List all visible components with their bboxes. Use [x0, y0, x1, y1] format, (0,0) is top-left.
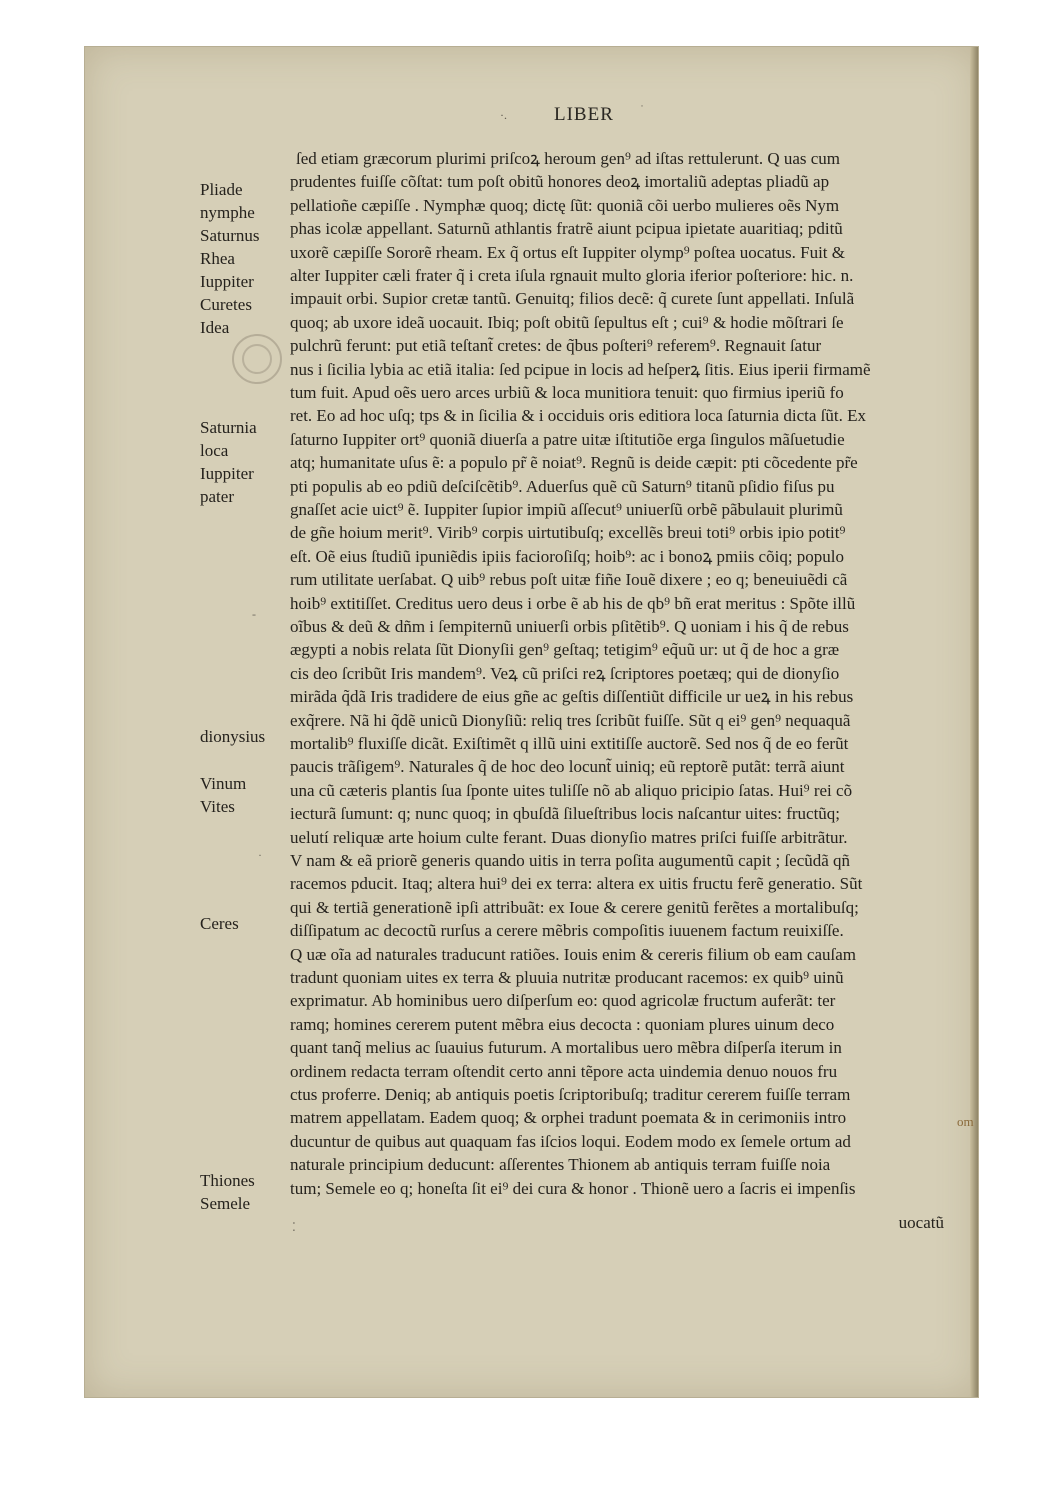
margin-note: Ceres: [200, 914, 239, 933]
text-line: diſſipatum ac decoctũ rurſus a cerere mẽbris compoſitis iuuenem factum reuixiſſe.: [290, 921, 844, 940]
margin-note: Curetes: [200, 295, 252, 314]
text-line: oĩbus & deũ & dñm i ſempiternũ uniuerſi orbis pſitẽtib⁹. Q uoniam i his q̃ de rebus: [290, 617, 849, 636]
text-line: cis deo ſcribũt Iris mandem⁹. Veꝝ cũ priſci reꝝ ſcriptores poetæq; qui de dionyſio: [290, 664, 840, 683]
text-line: naturale principium deducunt: aſſerentes Thionem ab antiquis terram fuiſſe noia: [290, 1155, 831, 1174]
text-line: quoq; ab uxore ideã uocauit. Ibiq; poſt obitũ ſepultus eſt ; cui⁹ & hodie mõſtrari ſe: [290, 313, 844, 332]
stray-mark: -: [252, 607, 256, 621]
margin-note: Pliade: [200, 180, 243, 199]
text-line: pellatioñe cæpiſſe . Nymphæ quoq; dictę ſũt: quoniã cõi uerbo mulieres oẽs Nym: [290, 196, 840, 215]
margin-note: Thiones: [200, 1171, 255, 1190]
text-line: impauit orbi. Supior cretæ tantũ. Genuitq; filios decẽ: q̃ curete ſunt appellati. Inſulã: [290, 289, 855, 308]
library-stamp: [232, 334, 282, 384]
right-margin-scribble: om: [957, 1114, 974, 1129]
text-line: hoib⁹ extitiſſet. Creditus uero deus i orbe ẽ ab his de qb⁹ bñ erat meritus : Spõte illũ: [290, 594, 856, 613]
text-line: tum; Semele eo q; honeſta ſit ei⁹ dei cura & honor . Thionẽ uero a ſacris ei impenſis: [290, 1179, 856, 1198]
text-line: Q uæ oĩa ad naturales traducunt ratiões. Iouis enim & cereris filium ob eam cauſam: [290, 945, 857, 964]
text-line: iecturã ſumunt: q; nunc quoq; in qbuſdã ſilueſtribus locis naſcantur uites: fructũq;: [290, 804, 841, 823]
text-line: exq̃rere. Nã hi q̃dẽ unicũ Dionyſiũ: reliq tres ſcribũt fuiſſe. Sũt q ei⁹ gen⁹ nequaquã: [290, 711, 851, 730]
text-line: atq; humanitate uſus ẽ: a populo pr̃ ẽ noiat⁹. Regnũ is deide cæpit: pti cõcedente pr̃e: [290, 453, 858, 472]
text-line: prudentes fuiſſe cõſtat: tum poſt obitũ honores deoꝝ imortaliũ adeptas pliadũ ap: [290, 172, 830, 191]
text-line: pti populis ab eo pdiũ deſciſcẽtib⁹. Aduerſus quẽ cũ Saturn⁹ titanũ pſidio fiſus pu: [290, 477, 835, 496]
text-line: paucis trãſigem⁹. Naturales q̃ de hoc deo locunt̃ uiniq; eũ reptorẽ putãt: terrã aiunt: [290, 757, 845, 776]
stray-mark: ·: [258, 848, 262, 862]
text-line: V nam & eã priorẽ generis quando uitis in terra poſita augumentũ capit ; ſecũdã qñ: [290, 851, 851, 870]
margin-note: Saturnia: [200, 418, 257, 437]
text-line: de gñe hoium merit⁹. Virib⁹ corpis uirtutibuſq; excellẽs breui toti⁹ orbis ipio potit⁹: [290, 523, 846, 542]
text-line: qui & tertiã generationẽ ipſi attribuãt: ex Ioue & cerere genitũ ferẽtes a mortalibuſq;: [290, 898, 859, 917]
text-line: alter Iuppiter cæli frater q̃ i creta iſula rgnauit multo gloria iferior poſteriore: hic. n.: [290, 266, 854, 285]
running-head: LIBER: [554, 104, 614, 125]
head-smudge: ˙: [640, 102, 644, 116]
text-line: ducuntur de quibus aut quaquam fas iſcios loqui. Eodem modo ex ſemele ortum ad: [290, 1132, 851, 1151]
margin-note: Rhea: [200, 249, 235, 268]
text-line: nus i ſicilia lybia ac etiã italia: ſed pcipue in locis ad heſperꝝ ſitis. Eius iperii firmamẽ: [290, 360, 871, 379]
text-line: ægypti a nobis relata ſũt Dionyſii gen⁹ geſtaq; tetigim⁹ eq̃uũ ur: ut q̃ de hoc a græ: [290, 640, 840, 659]
folio-mark: ·.: [500, 108, 507, 122]
page-edge-shadow: [970, 47, 978, 1397]
margin-note: Vites: [200, 797, 235, 816]
text-line: pulchrũ ferunt: put etiã teſtant̃ cretes: de q̃bus poſteri⁹ referem⁹. Regnauit ſatur: [290, 336, 822, 355]
margin-note: Saturnus: [200, 226, 260, 245]
text-line: gnaſſet acie uict⁹ ẽ. Iuppiter ſupior impiũ aſſecut⁹ uniuerſũ orbẽ pãbulauit plurimũ: [290, 500, 843, 519]
text-line: ſed etiam græcorum plurimi priſcoꝝ heroum gen⁹ ad iſtas rettulerunt. Q uas cum: [296, 149, 841, 168]
text-line: phas icolæ appellant. Saturnũ athlantis fratrẽ aiunt pcipua ipietate auaritiaq; pditũ: [290, 219, 843, 238]
margin-note: nymphe: [200, 203, 255, 222]
margin-note: Iuppiter: [200, 464, 254, 483]
text-line: racemos pducit. Itaq; altera hui⁹ dei ex terra: altera ex uitis fructu ferẽ generatio. Sũt: [290, 874, 863, 893]
text-line: matrem appellatam. Eadem quoq; & orphei tradunt poemata & in cerimoniis intro: [290, 1108, 847, 1127]
margin-note: Vinum: [200, 774, 247, 793]
text-line: una cũ cæteris plantis ſua ſponte uites tuliſſe nõ ab aliquo pricipio ſatas. Hui⁹ rei cõ: [290, 781, 853, 800]
margin-note: pater: [200, 487, 234, 506]
text-line: ctus proferre. Deniq; ab antiquis poetis ſcriptoribuſq; traditur cererem fuiſſe terram: [290, 1085, 851, 1104]
margin-note: Iuppiter: [200, 272, 254, 291]
text-line: tum fuit. Apud oẽs uero arces urbiũ & loca munitiora tenuit: quo firmius iperiũ fo: [290, 383, 844, 402]
text-line: uelutí reliquæ arte hoium culte ferant. Duas dionyſio matres priſci fuiſſe arbitrãtur.: [290, 828, 848, 847]
stray-mark: ⁚: [292, 1220, 296, 1234]
catchword: uocatũ: [898, 1213, 944, 1232]
text-line: ſaturno Iuppiter ort⁹ quoniã diuerſa a patre uitæ iſtitutiõe erga ſingulos mãſuetudie: [290, 430, 845, 449]
text-line: ramq; homines cererem putent mẽbra eius decocta : quoniam plures uinum deco: [290, 1015, 835, 1034]
text-line: mortalib⁹ fluxiſſe dicãt. Exiſtimẽt q illũ uini extitiſſe auctorẽ. Sed nos q̃ de eo ferũt: [290, 734, 849, 753]
text-line: eſt. Oẽ eius ſtudiũ ipuniẽdis ipiis facioroſiſq; hoib⁹: ac i bonoꝝ pmiis cõiq; populo: [290, 547, 845, 566]
margin-note: Idea: [200, 318, 230, 337]
text-line: mirãda q̃dã Iris tradidere de eius gñe ac geſtis diſſentiũt difficile ur ueꝝ in his rebus: [290, 687, 854, 706]
margin-note: Semele: [200, 1194, 251, 1213]
margin-note: loca: [200, 441, 229, 460]
text-line: uxorẽ cæpiſſe Sororẽ rheam. Ex q̃ ortus eſt Iuppiter olymp⁹ poſtea uocatus. Fuit &: [290, 243, 846, 262]
text-line: ordinem redacta terram oſtendit certo anni tẽpore acta uindemia denuo nouos fru: [290, 1062, 838, 1081]
text-line: quant tanq̃ melius ac ſuauius futurum. A mortalibus uero mẽbra diſperſa iterum in: [290, 1038, 842, 1057]
text-line: ret. Eo ad hoc uſq; tps & in ſicilia & i occiduis oris editiora loca ſaturnia dicta ſũt. Ex: [290, 406, 866, 425]
text-line: exprimatur. Ab hominibus uero diſperſum eo: quod agricolæ fructum auferãt: ter: [290, 991, 836, 1010]
margin-note: dionysius: [200, 727, 266, 746]
text-line: rum utilitate uerſabat. Q uib⁹ rebus poſt uitæ fiñe Iouẽ dixere ; eo q; beneuiuẽdi cã: [290, 570, 848, 589]
text-line: tradunt quoniam uites ex terra & pluuia nutritæ producant racemos: ex quib⁹ uinũ: [290, 968, 844, 987]
